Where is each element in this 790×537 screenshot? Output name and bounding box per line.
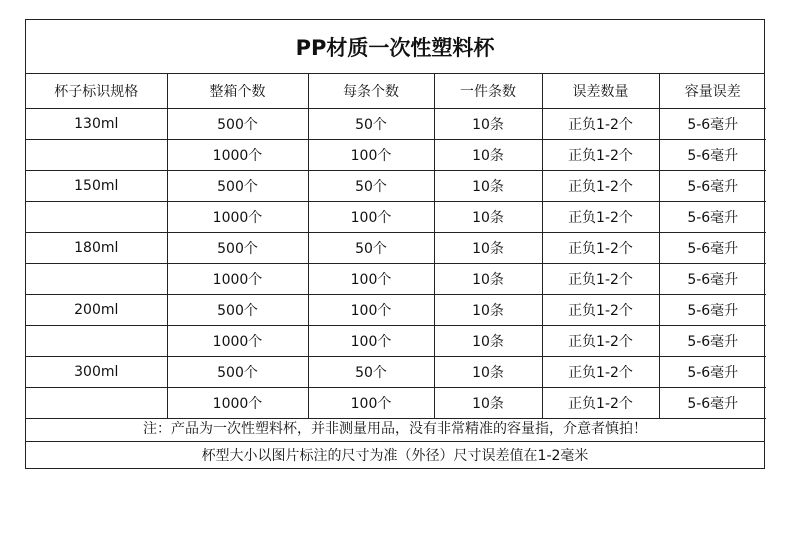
table-cell: 5-6毫升 bbox=[659, 295, 766, 326]
table-cell bbox=[26, 140, 167, 171]
note-size: 杯型大小以图片标注的尺寸为准（外径）尺寸误差值在1-2毫米 bbox=[201, 448, 589, 464]
table-cell: 5-6毫升 bbox=[659, 264, 766, 295]
table-cell: 10条 bbox=[434, 295, 542, 326]
table-cell: 10条 bbox=[434, 202, 542, 233]
table-cell: 10条 bbox=[434, 357, 542, 388]
table-cell: 5-6毫升 bbox=[659, 171, 766, 202]
table-cell: 1000个 bbox=[167, 202, 308, 233]
note-disclaimer: 注：产品为一次性塑料杯，并非测量用品，没有非常精准的容量指，介意者慎拍！ bbox=[26, 414, 764, 442]
table-cell: 5-6毫升 bbox=[659, 202, 766, 233]
header-row bbox=[26, 74, 766, 109]
table-cell: 正负1-2个 bbox=[542, 326, 659, 357]
table-cell: 5-6毫升 bbox=[659, 388, 766, 419]
spec-table bbox=[26, 74, 766, 419]
table-cell: 正负1-2个 bbox=[542, 388, 659, 419]
table-cell: 180ml bbox=[26, 233, 167, 264]
table-cell: 50个 bbox=[308, 233, 434, 264]
table-cell: 300ml bbox=[26, 357, 167, 388]
table-row bbox=[26, 326, 766, 357]
table-cell bbox=[26, 326, 167, 357]
table-cell: 正负1-2个 bbox=[542, 171, 659, 202]
table-row bbox=[26, 264, 766, 295]
table-row bbox=[26, 295, 766, 326]
table-cell: 正负1-2个 bbox=[542, 202, 659, 233]
table-cell: 正负1-2个 bbox=[542, 109, 659, 140]
table-row bbox=[26, 109, 766, 140]
table-cell: 5-6毫升 bbox=[659, 140, 766, 171]
header-cell: 误差数量 bbox=[542, 74, 659, 109]
table-title: PP材质一次性塑料杯 bbox=[26, 20, 764, 74]
table-row bbox=[26, 357, 766, 388]
table-cell bbox=[26, 202, 167, 233]
table-cell bbox=[26, 264, 167, 295]
table-cell: 10条 bbox=[434, 233, 542, 264]
table-cell: 500个 bbox=[167, 233, 308, 264]
table-cell: 50个 bbox=[308, 109, 434, 140]
table-cell: 100个 bbox=[308, 264, 434, 295]
table-cell: 500个 bbox=[167, 357, 308, 388]
table-cell: 正负1-2个 bbox=[542, 140, 659, 171]
table-row bbox=[26, 233, 766, 264]
table-cell: 500个 bbox=[167, 171, 308, 202]
table-body bbox=[26, 109, 766, 419]
header-cell: 一件条数 bbox=[434, 74, 542, 109]
table-row bbox=[26, 140, 766, 171]
table-cell: 正负1-2个 bbox=[542, 264, 659, 295]
table-cell: 1000个 bbox=[167, 264, 308, 295]
table-cell: 100个 bbox=[308, 202, 434, 233]
table-cell: 10条 bbox=[434, 109, 542, 140]
table-cell: 150ml bbox=[26, 171, 167, 202]
table-cell: 100个 bbox=[308, 295, 434, 326]
table-cell: 10条 bbox=[434, 326, 542, 357]
table-cell: 1000个 bbox=[167, 388, 308, 419]
table-cell: 50个 bbox=[308, 171, 434, 202]
table-cell: 5-6毫升 bbox=[659, 109, 766, 140]
table-cell: 5-6毫升 bbox=[659, 357, 766, 388]
table-row bbox=[26, 202, 766, 233]
header-cell: 杯子标识规格 bbox=[26, 74, 167, 109]
table-cell: 1000个 bbox=[167, 140, 308, 171]
spec-table-frame bbox=[25, 19, 765, 469]
table-cell: 500个 bbox=[167, 109, 308, 140]
table-cell: 10条 bbox=[434, 171, 542, 202]
header-cell: 容量误差 bbox=[659, 74, 766, 109]
table-cell: 5-6毫升 bbox=[659, 326, 766, 357]
table-cell: 正负1-2个 bbox=[542, 357, 659, 388]
table-row bbox=[26, 171, 766, 202]
table-cell: 130ml bbox=[26, 109, 167, 140]
table-cell: 1000个 bbox=[167, 326, 308, 357]
table-cell: 10条 bbox=[434, 264, 542, 295]
table-cell: 500个 bbox=[167, 295, 308, 326]
table-cell: 5-6毫升 bbox=[659, 233, 766, 264]
table-cell: 100个 bbox=[308, 326, 434, 357]
table-cell: 正负1-2个 bbox=[542, 233, 659, 264]
table-cell: 100个 bbox=[308, 388, 434, 419]
table-cell: 100个 bbox=[308, 140, 434, 171]
table-cell: 200ml bbox=[26, 295, 167, 326]
table-cell: 正负1-2个 bbox=[542, 295, 659, 326]
header-cell: 整箱个数 bbox=[167, 74, 308, 109]
header-cell: 每条个数 bbox=[308, 74, 434, 109]
table-cell: 10条 bbox=[434, 140, 542, 171]
table-cell: 50个 bbox=[308, 357, 434, 388]
table-cell: 10条 bbox=[434, 388, 542, 419]
